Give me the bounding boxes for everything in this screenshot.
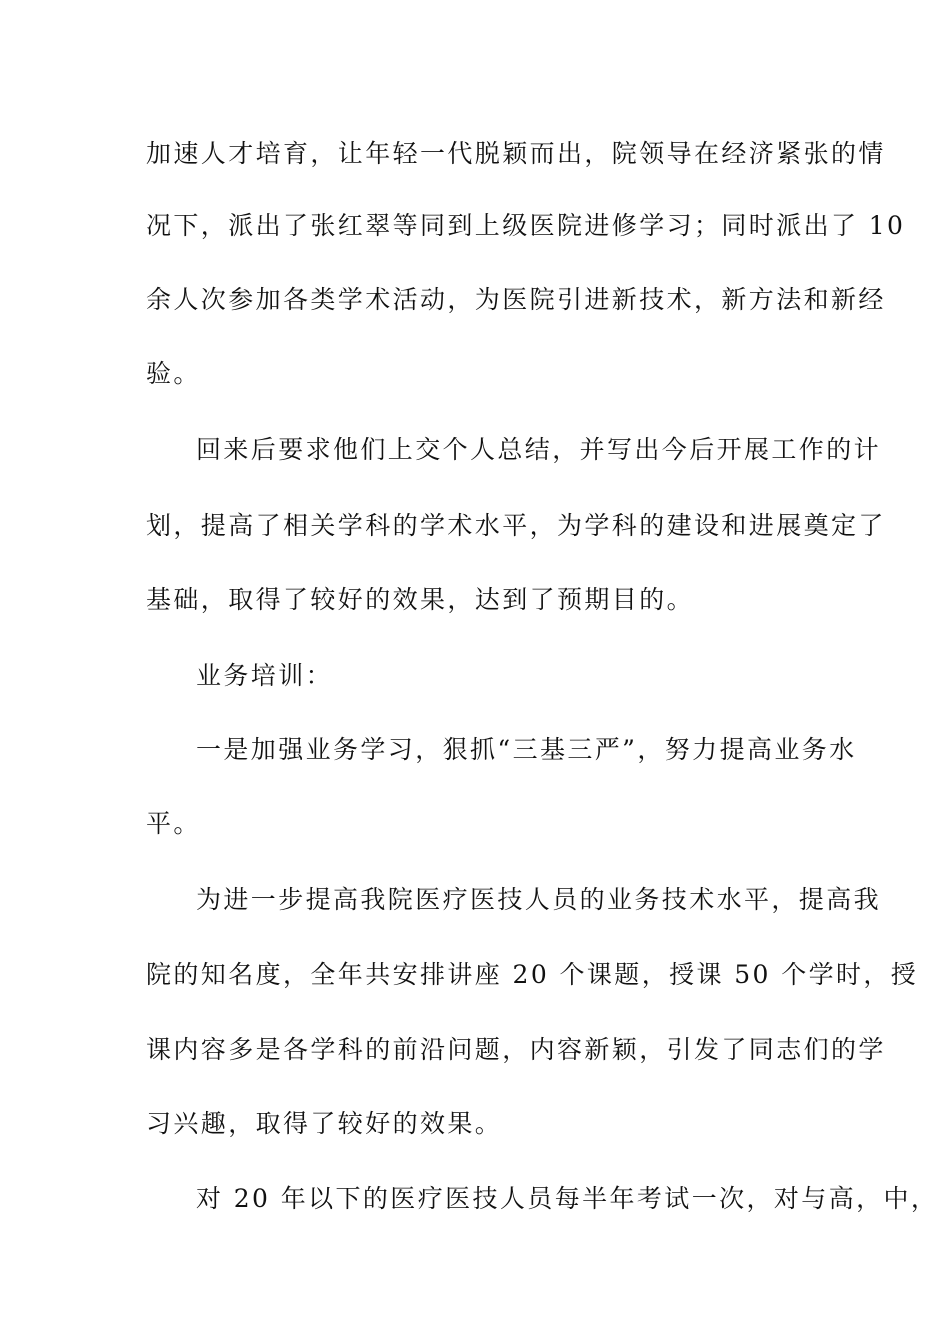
section-heading: 业务培训： xyxy=(196,661,334,690)
paragraph-line: 况下，派出了张红翠等同到上级医院进修学习；同时派出了 10 xyxy=(146,211,906,240)
paragraph-line: 回来后要求他们上交个人总结，并写出今后开展工作的计 xyxy=(196,435,882,464)
paragraph-line: 一是加强业务学习，狠抓“三基三严”，努力提高业务水 xyxy=(196,735,857,764)
paragraph-line: 为进一步提高我院医疗医技人员的业务技术水平，提高我 xyxy=(196,885,882,914)
paragraph-line: 习兴趣，取得了较好的效果。 xyxy=(146,1109,503,1138)
paragraph-line: 平。 xyxy=(146,809,201,838)
paragraph-line: 院的知名度，全年共安排讲座 20 个课题，授课 50 个学时，授 xyxy=(146,960,919,989)
paragraph-line: 验。 xyxy=(146,359,201,388)
paragraph-line: 基础，取得了较好的效果，达到了预期目的。 xyxy=(146,585,695,614)
paragraph-line: 对 20 年以下的医疗医技人员每半年考试一次，对与高，中， xyxy=(196,1184,939,1213)
paragraph-line: 划，提高了相关学科的学术水平，为学科的建设和进展奠定了 xyxy=(146,511,886,540)
paragraph-line: 课内容多是各学科的前沿问题，内容新颖，引发了同志们的学 xyxy=(146,1035,886,1064)
paragraph-line: 加速人才培育，让年轻一代脱颖而出，院领导在经济紧张的情 xyxy=(146,139,886,168)
paragraph-line: 余人次参加各类学术活动，为医院引进新技术，新方法和新经 xyxy=(146,285,886,314)
